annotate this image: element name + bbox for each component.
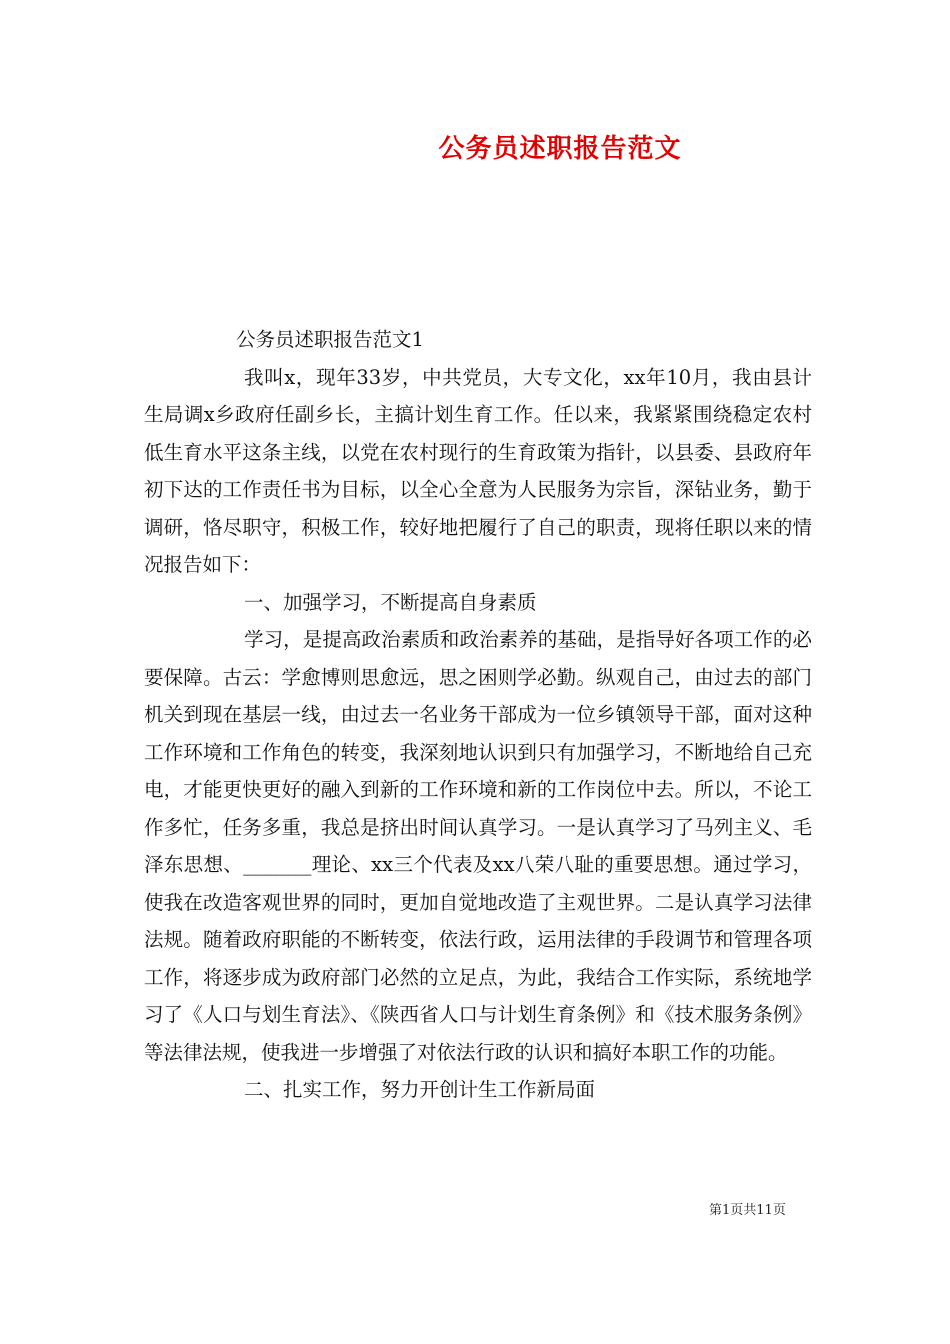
page-number: 第1页共11页 [709,1203,786,1218]
page-title: 公务员述职报告范文 [438,134,682,164]
document-body [144,321,812,1109]
section-heading-1: 一、加强学习，不断提高自身素质 [244,590,537,614]
section-heading-2: 二、扎实工作，努力开创计生工作新局面 [244,1078,596,1101]
study-paragraph: 学习，是提高政治素质和政治素养的基础，是指导好各项工作的必要保障。古云：学愈博则思愈远，思之困则学必勤。纵观自己，由过去的部门机关到现在基层一线，由过去一名业务干部成为一位乡镇领导干部，面对这种工作环境和工作角色的转变，我深刻地认识到只有加强学习，不断地给自己充电，才能更快更好的融入到新的工作环境和新的工作岗位中去。所以，不论工作多忙，任务多重，我总是挤出时间认真学习。一是认真学习了马列主义、毛泽东思想、_______理论、xx三个代表及xx八荣八耻的重要思想。通过学习，使我在改造客观世界的同时，更加自觉地改造了主观世界。二是认真学习法律法规。随着政府职能的不断转变，依法行政，运用法律的手段调节和管理各项工作，将逐步成为政府部门必然的立足点，为此，我结合工作实际，系统地学习了《人口与划生育法》、《陕西省人口与计划生育条例》和《技术服务条例》等法律法规，使我进一步增强了对依法行政的认识和搞好本职工作的功能。 [144,628,812,1064]
document-subtitle: 公务员述职报告范文1 [236,328,424,351]
intro-paragraph: 我叫x，现年33岁，中共党员，大专文化，xx年10月，我由县计生局调x乡政府任副乡长，主搞计划生育工作。任以来，我紧紧围绕稳定农村低生育水平这条主线，以党在农村现行的生育政策为指针，以县委、县政府年初下达的工作责任书为目标，以全心全意为人民服务为宗旨，深钻业务，勤于调研，恪尽职守，积极工作，较好地把履行了自己的职责，现将任职以来的情况报告如下： [144,365,812,576]
